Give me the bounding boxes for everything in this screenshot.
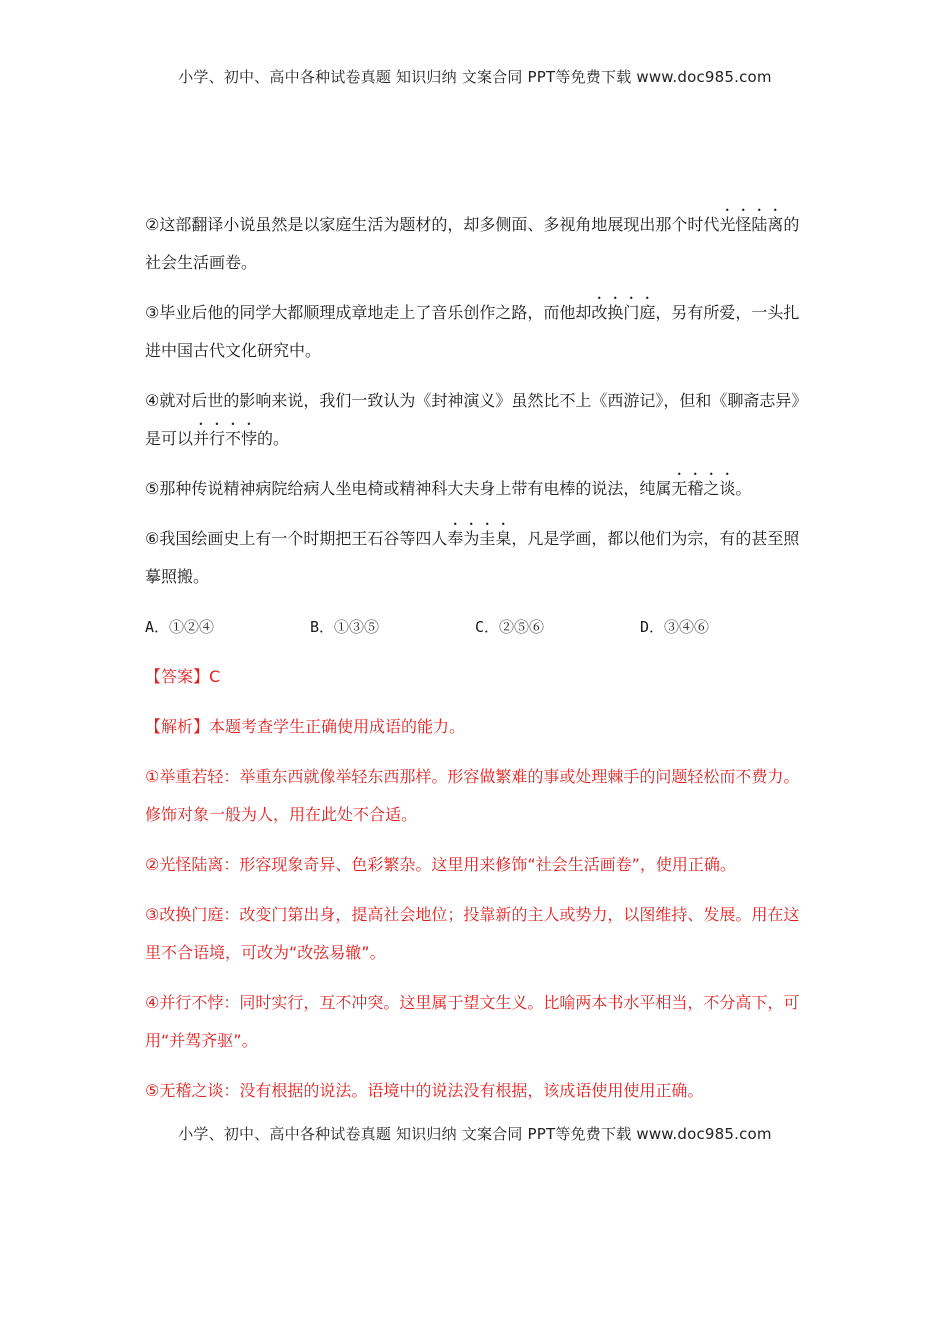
answer-value: C — [209, 667, 221, 686]
analysis-line-4: ④并行不悖：同时实行，互不冲突。这里属于望文生义。比喻两本书水平相当，不分高下，可用“并驾齐驱”。 — [145, 993, 800, 1050]
item-3-idiom: 改换门庭 — [591, 303, 656, 322]
analysis-intro-text: 本题考查学生正确使用成语的能力。 — [209, 717, 466, 736]
item-2-idiom: 光怪陆离 — [719, 215, 784, 234]
item-6 — [145, 520, 810, 596]
item-5-idiom: 无稽之谈 — [671, 479, 736, 498]
item-5-text-end: 。 — [735, 479, 752, 498]
analysis-line-5: ⑤无稽之谈：没有根据的说法。语境中的说法没有根据，该成语使用使用正确。 — [145, 1081, 704, 1100]
option-c: C．②⑤⑥ — [475, 618, 545, 636]
item-5 — [145, 470, 810, 508]
item-4-text: ④就对后世的影响来说，我们一致认为《封神演义》虽然比不上《西游记》，但和《聊斋志异》是可以 — [145, 391, 808, 448]
answer-line — [145, 658, 810, 696]
item-4-text-end: 的。 — [257, 429, 290, 448]
answer-options — [145, 608, 810, 646]
page-footer: 小学、初中、高中各种试卷真题 知识归纳 文案合同 PPT等免费下载 www.doc985.com — [178, 1125, 772, 1143]
analysis-line-2: ②光怪陆离：形容现象奇异、色彩繁杂。这里用来修饰“社会生活画卷”，使用正确。 — [145, 855, 736, 874]
item-2-text-end: 的社会生活画卷。 — [145, 215, 800, 272]
item-6-text-end: ，凡是学画，都以他们为宗，有的甚至照摹照搬。 — [145, 529, 800, 586]
item-5-text: ⑤那种传说精神病院给病人坐电椅或精神科大夫身上带有电棒的说法，纯属 — [145, 479, 672, 498]
item-6-idiom: 奉为圭臬 — [447, 529, 512, 548]
option-b: B．①③⑤ — [310, 618, 380, 636]
item-3 — [145, 294, 810, 370]
analysis-line-1: ①举重若轻：举重东西就像举轻东西那样。形容做繁难的事或处理棘手的问题轻松而不费力。修饰对象一般为人，用在此处不合适。 — [145, 767, 800, 824]
option-a: A．①②④ — [145, 618, 215, 636]
item-3-text-end: ，另有所爱，一头扎进中国古代文化研究中。 — [145, 303, 800, 360]
analysis-tag: 【解析】 — [145, 717, 210, 736]
item-4-idiom: 并行不悖 — [193, 429, 258, 448]
item-4 — [145, 382, 810, 458]
option-d: D．③④⑥ — [640, 618, 710, 636]
item-2 — [145, 206, 810, 282]
item-2-text: ②这部翻译小说虽然是以家庭生活为题材的，却多侧面、多视角地展现出那个时代 — [145, 215, 720, 234]
page-header: 小学、初中、高中各种试卷真题 知识归纳 文案合同 PPT等免费下载 www.doc985.com — [178, 68, 772, 86]
answer-tag: 【答案】 — [145, 667, 210, 686]
item-3-text: ③毕业后他的同学大都顺理成章地走上了音乐创作之路，而他却 — [145, 303, 592, 322]
question-content — [145, 206, 810, 1122]
item-6-text: ⑥我国绘画史上有一个时期把王石谷等四人 — [145, 529, 448, 548]
analysis-intro — [145, 708, 810, 746]
analysis-line-3: ③改换门庭：改变门第出身，提高社会地位；投靠新的主人或势力，以图维持、发展。用在这里不合语境，可改为“改弦易辙”。 — [145, 905, 800, 962]
